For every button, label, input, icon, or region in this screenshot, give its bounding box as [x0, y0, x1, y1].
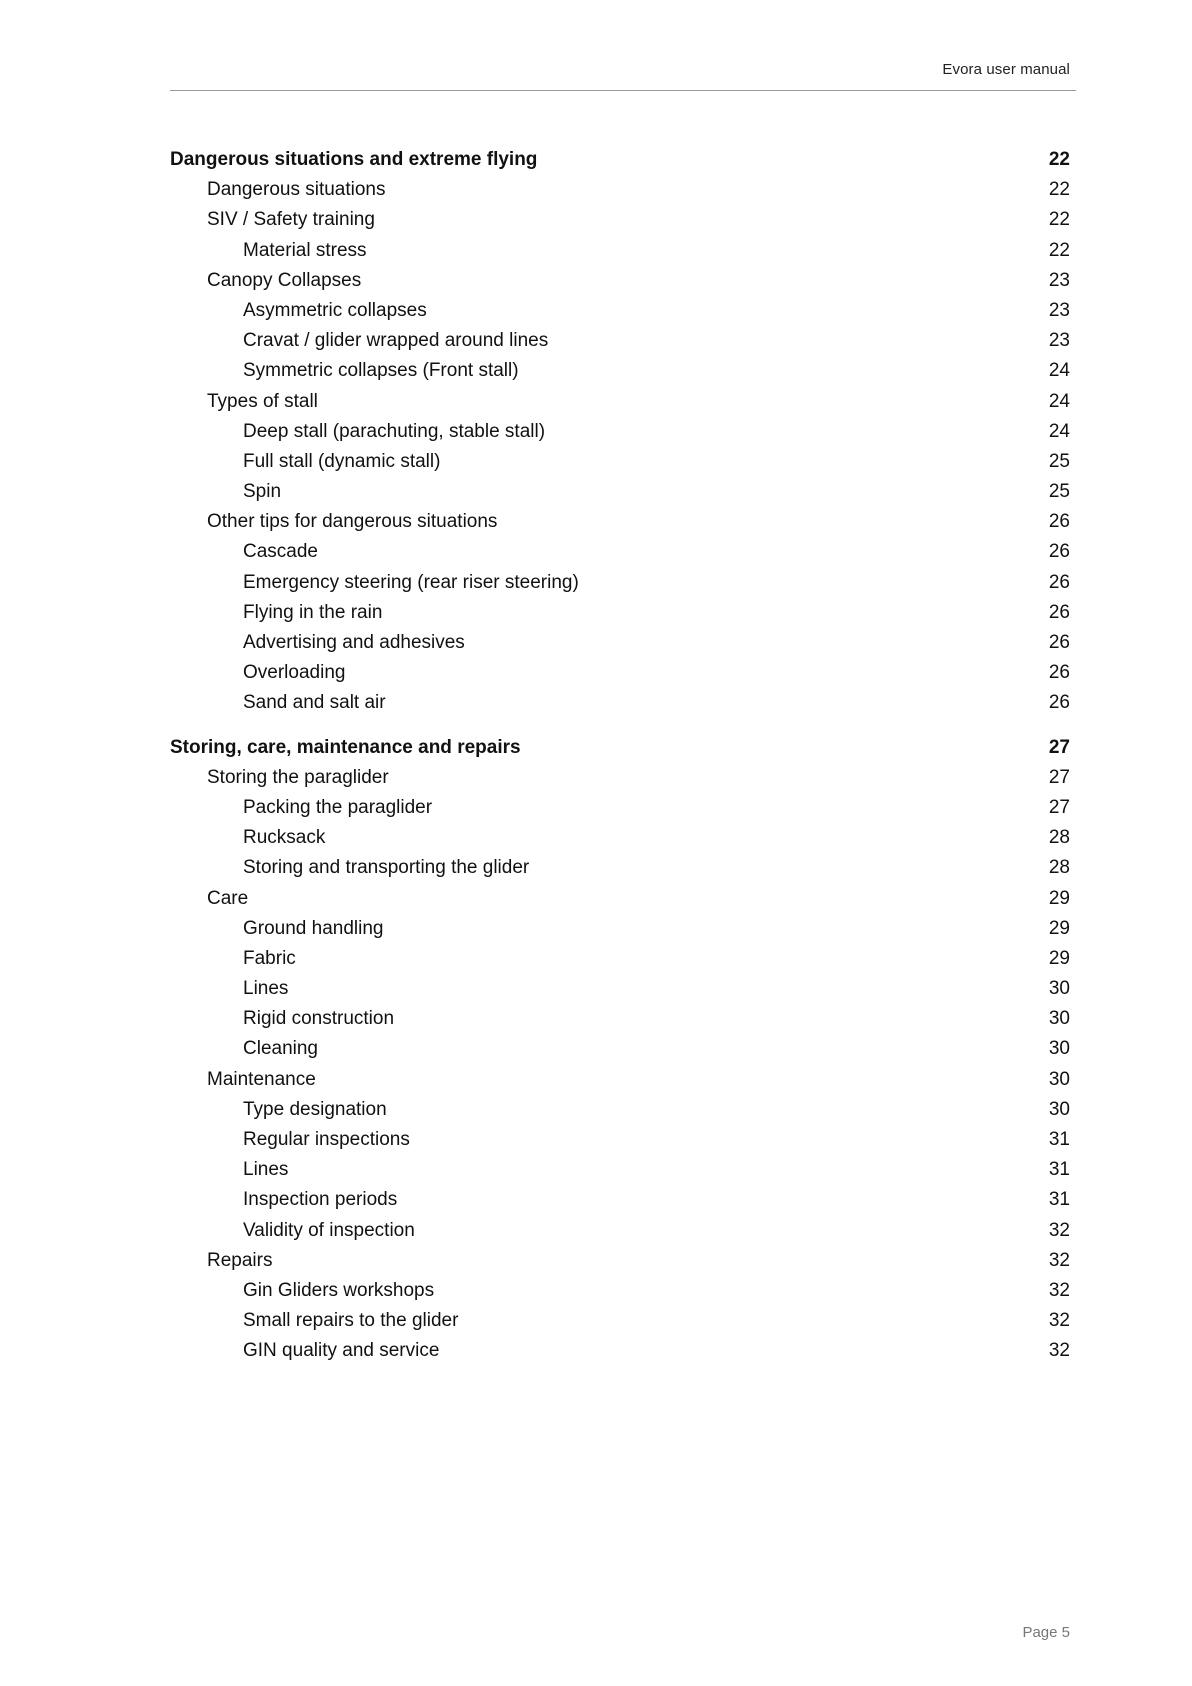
- toc-subsection-entry[interactable]: [170, 1034, 1070, 1064]
- toc-entry-label: Types of stall: [207, 390, 318, 412]
- toc-entry-page: 32: [1048, 1279, 1070, 1301]
- toc-entry-page: 26: [1048, 541, 1070, 563]
- toc-entry-label: Ground handling: [243, 917, 384, 939]
- toc-subsection-entry[interactable]: [170, 853, 1070, 883]
- toc-entry-page: 27: [1048, 796, 1070, 818]
- toc-subsection-entry[interactable]: [170, 628, 1070, 658]
- toc-entry-page: 31: [1048, 1159, 1070, 1181]
- toc-entry-page: 29: [1048, 947, 1070, 969]
- toc-subsection-entry[interactable]: [170, 1216, 1070, 1246]
- toc-entry-label: Fabric: [243, 947, 296, 969]
- toc-entry-page: 22: [1048, 179, 1070, 201]
- toc-entry-page: 27: [1048, 736, 1070, 758]
- toc-chapter-entry[interactable]: [170, 733, 1070, 763]
- toc-entry-page: 22: [1048, 149, 1070, 170]
- toc-subsection-entry[interactable]: [170, 568, 1070, 598]
- toc-subsection-entry[interactable]: [170, 356, 1070, 386]
- toc-subsection-entry[interactable]: [170, 326, 1070, 356]
- toc-entry-label: Spin: [243, 481, 282, 503]
- toc-entry-label: Rigid construction: [243, 1008, 395, 1030]
- toc-section: [170, 733, 1070, 1367]
- toc-subsection-entry[interactable]: [170, 1306, 1070, 1336]
- toc-subsection-entry[interactable]: [170, 658, 1070, 688]
- toc-section-entry[interactable]: [170, 175, 1070, 205]
- toc-subsection-entry[interactable]: [170, 296, 1070, 326]
- running-header-title: Evora user manual: [942, 61, 1070, 78]
- toc-entry-page: 26: [1048, 632, 1070, 653]
- toc-entry-page: 23: [1048, 299, 1070, 321]
- toc-entry-label: Regular inspections: [243, 1129, 410, 1150]
- toc-entry-label: Advertising and adhesives: [243, 632, 465, 653]
- toc-entry-page: 23: [1048, 269, 1070, 291]
- toc-entry-label: Type designation: [243, 1098, 387, 1120]
- toc-entry-page: 26: [1048, 692, 1070, 714]
- toc-entry-label: Canopy Collapses: [207, 269, 362, 291]
- toc-entry-label: Gin Gliders workshops: [243, 1279, 435, 1301]
- toc-entry-page: 26: [1048, 601, 1070, 623]
- toc-entry-label: Asymmetric collapses: [243, 299, 427, 321]
- toc-subsection-entry[interactable]: [170, 236, 1070, 266]
- toc-entry-page: 31: [1048, 1189, 1070, 1211]
- toc-entry-label: Maintenance: [207, 1068, 316, 1090]
- toc-entry-label: Packing the paraglider: [243, 796, 433, 818]
- header-divider: [170, 90, 1076, 91]
- toc-subsection-entry[interactable]: [170, 598, 1070, 628]
- toc-entry-page: 25: [1048, 481, 1070, 503]
- toc-entry-page: 30: [1048, 1098, 1070, 1120]
- toc-entry-label: Emergency steering (rear riser steering): [243, 571, 579, 593]
- toc-subsection-entry[interactable]: [170, 1336, 1070, 1366]
- toc-entry-page: 26: [1048, 571, 1070, 593]
- toc-entry-label: Lines: [243, 978, 289, 1000]
- toc-subsection-entry[interactable]: [170, 417, 1070, 447]
- toc-entry-label: Full stall (dynamic stall): [243, 450, 441, 472]
- toc-entry-label: Dangerous situations and extreme flying: [170, 149, 538, 170]
- toc-entry-label: Small repairs to the glider: [243, 1310, 459, 1332]
- toc-entry-page: 28: [1048, 857, 1070, 879]
- toc-subsection-entry[interactable]: [170, 1004, 1070, 1034]
- toc-entry-label: Cravat / glider wrapped around lines: [243, 330, 549, 352]
- toc-entry-label: Repairs: [207, 1249, 273, 1271]
- toc-entry-page: 24: [1048, 390, 1070, 412]
- toc-entry-page: 32: [1048, 1219, 1070, 1241]
- toc-entry-label: Storing, care, maintenance and repairs: [170, 736, 521, 758]
- toc-entry-page: 22: [1048, 239, 1070, 261]
- toc-subsection-entry[interactable]: [170, 688, 1070, 718]
- toc-entry-page: 23: [1048, 330, 1070, 352]
- toc-entry-label: Rucksack: [243, 827, 326, 849]
- toc-subsection-entry[interactable]: [170, 1125, 1070, 1155]
- toc-entry-label: Other tips for dangerous situations: [207, 511, 498, 533]
- toc-entry-label: Material stress: [243, 239, 367, 261]
- toc-subsection-entry[interactable]: [170, 793, 1070, 823]
- toc-chapter-entry[interactable]: [170, 145, 1070, 175]
- toc-subsection-entry[interactable]: [170, 914, 1070, 944]
- toc-entry-label: Deep stall (parachuting, stable stall): [243, 420, 546, 442]
- toc-entry-label: Validity of inspection: [243, 1219, 415, 1241]
- toc-subsection-entry[interactable]: [170, 823, 1070, 853]
- toc-entry-page: 24: [1048, 360, 1070, 382]
- toc-entry-label: Lines: [243, 1159, 289, 1181]
- toc-entry-page: 26: [1048, 511, 1070, 533]
- toc-entry-label: Care: [207, 887, 249, 909]
- toc-subsection-entry[interactable]: [170, 1155, 1070, 1185]
- toc-section-entry[interactable]: [170, 266, 1070, 296]
- toc-subsection-entry[interactable]: [170, 477, 1070, 507]
- toc-entry-label: Overloading: [243, 662, 346, 684]
- toc-entry-page: 30: [1048, 1038, 1070, 1060]
- toc-section-entry[interactable]: [170, 1065, 1070, 1095]
- toc-subsection-entry[interactable]: [170, 1095, 1070, 1125]
- toc-section-entry[interactable]: [170, 884, 1070, 914]
- toc-subsection-entry[interactable]: [170, 447, 1070, 477]
- toc-entry-page: 31: [1048, 1129, 1070, 1150]
- toc-entry-label: Storing the paraglider: [207, 766, 389, 788]
- toc-entry-label: Cascade: [243, 541, 318, 563]
- toc-entry-label: SIV / Safety training: [207, 209, 375, 231]
- toc-subsection-entry[interactable]: [170, 974, 1070, 1004]
- toc-entry-label: Dangerous situations: [207, 179, 386, 201]
- toc-entry-label: Storing and transporting the glider: [243, 857, 530, 879]
- toc-entry-label: GIN quality and service: [243, 1340, 440, 1362]
- toc-entry-page: 30: [1048, 1068, 1070, 1090]
- toc-entry-page: 30: [1048, 978, 1070, 1000]
- page-number: Page 5: [1022, 1624, 1070, 1641]
- toc-section-entry[interactable]: [170, 763, 1070, 793]
- toc-entry-page: 26: [1048, 662, 1070, 684]
- toc-entry-page: 32: [1048, 1310, 1070, 1332]
- toc-entry-label: Inspection periods: [243, 1189, 398, 1211]
- toc-entry-page: 29: [1048, 887, 1070, 909]
- toc-entry-page: 32: [1048, 1340, 1070, 1362]
- toc-entry-page: 29: [1048, 917, 1070, 939]
- toc-entry-page: 25: [1048, 450, 1070, 472]
- toc-entry-label: Flying in the rain: [243, 601, 383, 623]
- toc-subsection-entry[interactable]: [170, 537, 1070, 567]
- toc-subsection-entry[interactable]: [170, 1185, 1070, 1215]
- toc-subsection-entry[interactable]: [170, 944, 1070, 974]
- toc-section-entry[interactable]: [170, 507, 1070, 537]
- toc-entry-page: 22: [1048, 209, 1070, 231]
- toc-entry-page: 24: [1048, 420, 1070, 442]
- toc-entry-page: 28: [1048, 827, 1070, 849]
- toc-section: [170, 145, 1070, 719]
- toc-section-entry[interactable]: [170, 387, 1070, 417]
- toc-entry-page: 27: [1048, 766, 1070, 788]
- toc-entry-label: Symmetric collapses (Front stall): [243, 360, 519, 382]
- toc-entry-page: 32: [1048, 1249, 1070, 1271]
- toc-subsection-entry[interactable]: [170, 1276, 1070, 1306]
- toc-section-entry[interactable]: [170, 1246, 1070, 1276]
- toc-section-entry[interactable]: [170, 205, 1070, 235]
- table-of-contents: [170, 145, 1070, 1367]
- toc-entry-page: 30: [1048, 1008, 1070, 1030]
- toc-entry-label: Sand and salt air: [243, 692, 386, 714]
- toc-entry-label: Cleaning: [243, 1038, 318, 1060]
